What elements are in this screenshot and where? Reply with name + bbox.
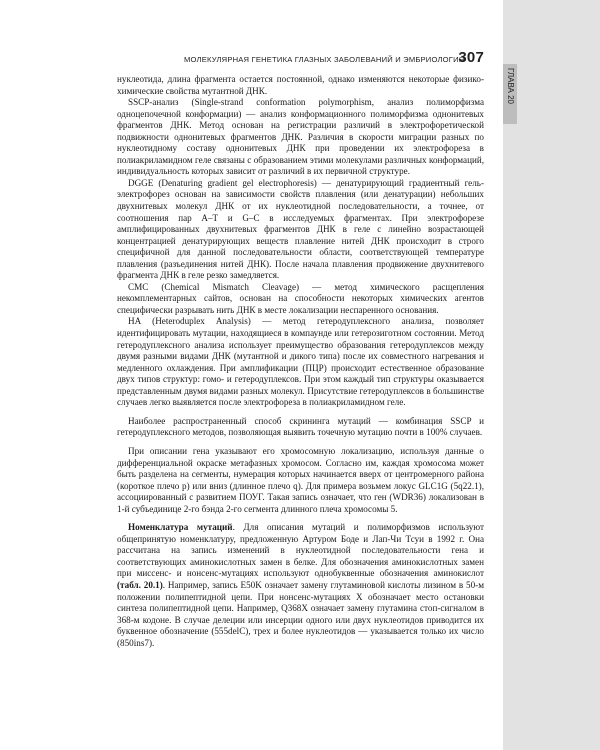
paragraph: нуклеотида, длина фрагмента остается постоянной, однако изменяются некоторые физико-химические свойства мутантной ДНК. <box>117 74 484 96</box>
table-reference-link[interactable]: (табл. 20.1) <box>117 579 163 590</box>
paragraph-dgge: DGGE (Denaturing gradient gel electrophoresis) — денатурирующий градиентный гель-электрофорез основан на зависимости свойств плавления (или денатурации) небольших двухнитевых молекул ДНК от их нуклеотидной последовательности, а точнее, от соотношения пар А–Т и G–С в исследуемых фрагментах. При электрофорезе амплифицированных двухнитевых фрагментов ДНК в геле с линейно возрастающей концентрацией денатурирующих веществ плавление нитей ДНК происходит в строго специфичной для данной последовательности области, соответствующей температуре плавления (разъединения нитей ДНК). После начала плавления продвижение двухнитевого фрагмента ДНК в геле резко замедляется. <box>117 177 484 281</box>
body-text <box>117 74 484 649</box>
chapter-label: ГЛАВА 20 <box>506 68 515 104</box>
nomenclature-text-a: . Для описания мутаций и полиморфизмов используют общепринятую номенклатуру, предложенную Артуром Боде и Лап-Чи Тсуи в 1992 г. Она рассчитана на запись изменений в нуклеотидной последовательности гена и соответствующих аминокислотных замен в белке. Для обозначения аминокислотных замен при миссенс- и нонсенс-мутациях используют однобуквенные обозначения аминокислот <box>117 522 484 579</box>
paragraph-screening: Наиболее распространенный способ скрининга мутаций — комбинация SSCP и гетеродуплексного методов, позволяющая выявить точечную мутацию почти в 100% случаев. <box>117 415 484 438</box>
running-header <box>184 49 484 66</box>
paragraph-ha: HA (Heteroduplex Analysis) — метод гетеродуплексного анализа, позволяет идентифицировать мутации, находящиеся в компаунде или гетерозиготном состоянии. Метод гетеродуплексного анализа использует преимущество образования гетеродуплексов между двумя разными видами ДНК (мутантной и дикого типа) после их совместного нагревания и медленного охлаждения. При амплификации (ПЦР) происходит естественное образование двух типов структур: гомо- и гетеродуплексов. При этом каждый тип структуры оказывается представленным двумя видами разных молекул. Присутствие гетеродуплексов в большинстве случаев легко выявляется после электрофореза в полиакриламидном геле. <box>117 316 484 408</box>
chapter-side-tab <box>503 0 600 750</box>
page-number: 307 <box>458 49 484 66</box>
paragraph-chromosome: При описании гена указывают его хромосомную локализацию, используя данные о дифференциальной окраске метафазных хромосом. Согласно им, каждая хромосома может быть разделена на сегменты, нумерация которых начинается вверх от центромерного района (короткое плечо p) или вниз (длинное плечо q). Для примера возьмем локус GLC1G (5q22.1), ассоциированный с развитием ПОУГ. Такая запись означает, что ген (WDR36) локализован в 1-й субъединице 2-го бэнда 2-го сегмента длинного плеча хромосомы 5. <box>117 445 484 514</box>
chapter-label-box <box>503 64 517 124</box>
paragraph-sscp: SSCP-анализ (Single-strand conformation polymorphism, анализ полиморфизма одноцепочечной конформации) — анализ конформационного полиморфизма однонитевых фрагментов ДНК. Метод основан на регистрации различий в электрофоретической подвижности однонитевых фрагментов ДНК. Различия в скорости миграции разных по нуклеотидному составу однонитевых ДНК при проведении их электрофореза в полиакриламидном геле связаны с образованием этими молекулами различных конформаций, индивидуальность которых зависит от различий в их первичной структуре. <box>117 97 484 177</box>
running-header-title: МОЛЕКУЛЯРНАЯ ГЕНЕТИКА ГЛАЗНЫХ ЗАБОЛЕВАНИЙ И ЭМБРИОЛОГИЯ <box>184 55 465 64</box>
paragraph-cmc: CMC (Chemical Mismatch Cleavage) — метод химического расщепления некомплементарных сайтов, основан на способности некоторых химических агентов специфически разрывать нить ДНК в месте локализации неспаренного основания. <box>117 281 484 315</box>
nomenclature-text-b: . Например, запись E50K означает замену глутаминовой кислоты лизином в 50-м положении полипептидной цепи. При нонсенс-мутациях X обозначает место остановки синтеза полипептидной цепи. Например, Q368X означает замену глутамина стоп-сигналом в 368-м кодоне. В случае делеции или инсерции одного или двух нуклеотидов приводится их буквенное обозначение (555delC), трех и более нуклеотидов — указывается только их число (850ins7). <box>117 579 484 648</box>
paragraph-nomenclature <box>117 522 484 649</box>
nomenclature-heading: Номенклатура мутаций <box>128 522 233 533</box>
